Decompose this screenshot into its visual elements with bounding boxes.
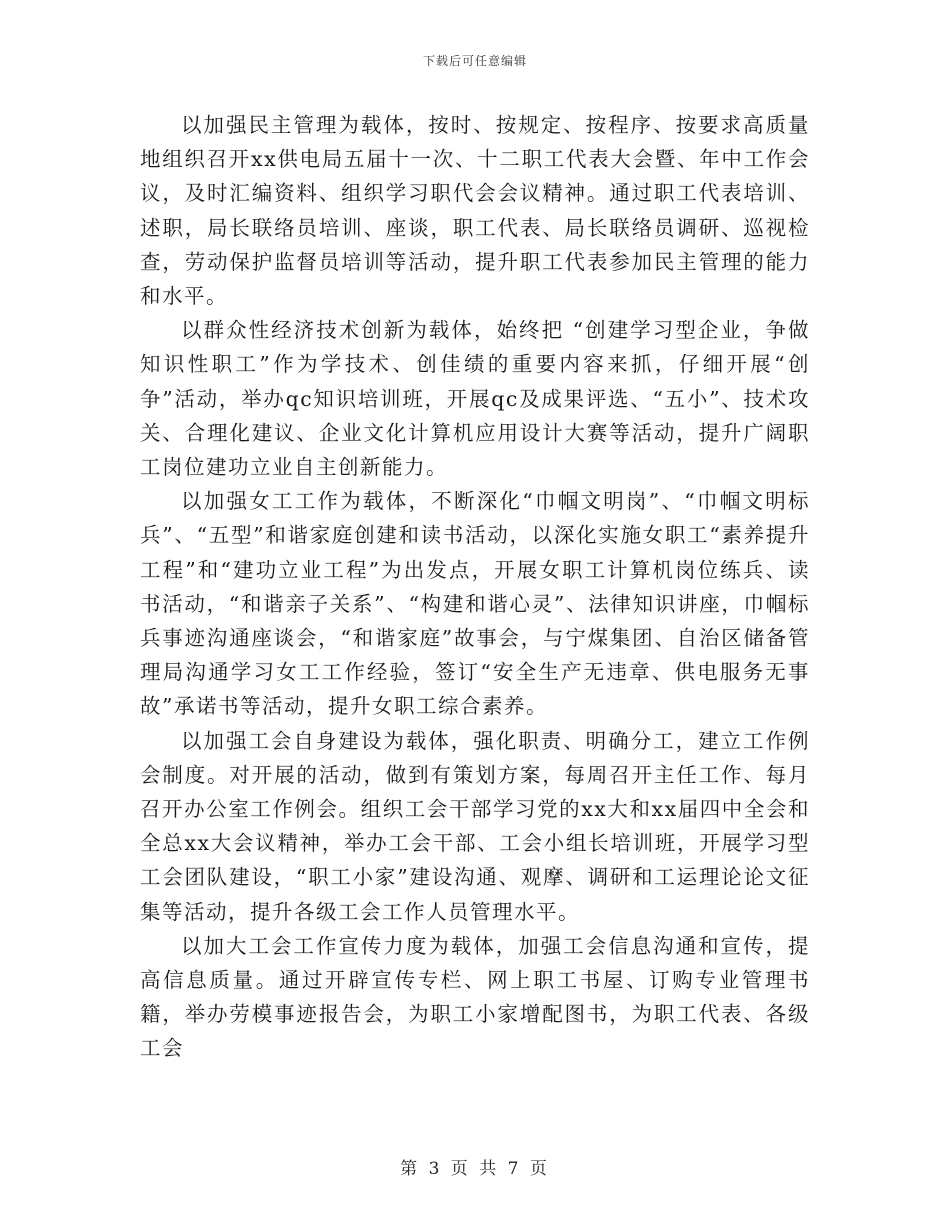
paragraph-union-self-building: 以加强工会自身建设为载体，强化职责、明确分工，建立工作例会制度。对开展的活动，做到有策划方案，每周召开主任工作、每月召开办公室工作例会。组织工会干部学习党的xx大和xx届四中全会和全总xx大会议精神，举办工会干部、工会小组长培训班，开展学习型工会团队建设，“职工小家”建设沟通、观摩、调研和工运理论论文征集等活动，提升各级工会工作人员管理水平。	[140, 728, 810, 924]
page-number-footer: 第 3 页 共 7 页	[400, 1159, 550, 1179]
paragraph-female-workers: 以加强女工工作为载体，不断深化“巾帼文明岗”、“巾帼文明标兵”、“五型”和谐家庭创建和读书活动，以深化实施女职工“素养提升工程”和“建功立业工程”为出发点，开展女职工计算机岗位练兵、读书活动，“和谐亲子关系”、“构建和谐心灵”、法律知识讲座，巾帼标兵事迹沟通座谈会，“和谐家庭”故事会，与宁煤集团、自治区储备管理局沟通学习女工工作经验，签订“安全生产无违章、供电服务无事故”承诺书等活动，提升女职工综合素养。	[140, 489, 810, 719]
paragraph-democratic-management: 以加强民主管理为载体，按时、按规定、按程序、按要求高质量地组织召开xx供电局五届十一次、十二职工代表大会暨、年中工作会议，及时汇编资料、组织学习职代会会议精神。通过职工代表培训、述职，局长联络员培训、座谈，职工代表、局长联络员调研、巡视检查，劳动保护监督员培训等活动，提升职工代表参加民主管理的能力和水平。	[140, 113, 810, 309]
paragraph-technical-innovation: 以群众性经济技术创新为载体，始终把 “创建学习型企业，争做知识性职工”作为学技术、创佳绩的重要内容来抓，仔细开展“创争”活动，举办qc知识培训班，开展qc及成果评选、“五小”、技术攻关、合理化建议、企业文化计算机应用设计大赛等活动，提升广阔职工岗位建功立业自主创新能力。	[140, 318, 810, 480]
paragraph-union-publicity: 以加大工会工作宣传力度为载体，加强工会信息沟通和宣传，提高信息质量。通过开辟宣传专栏、网上职工书屋、订购专业管理书籍，举办劳模事迹报告会，为职工小家增配图书，为职工代表、各级工会	[140, 933, 810, 1061]
page-header: 下载后可任意编辑	[422, 54, 527, 68]
document-body	[140, 108, 810, 1066]
